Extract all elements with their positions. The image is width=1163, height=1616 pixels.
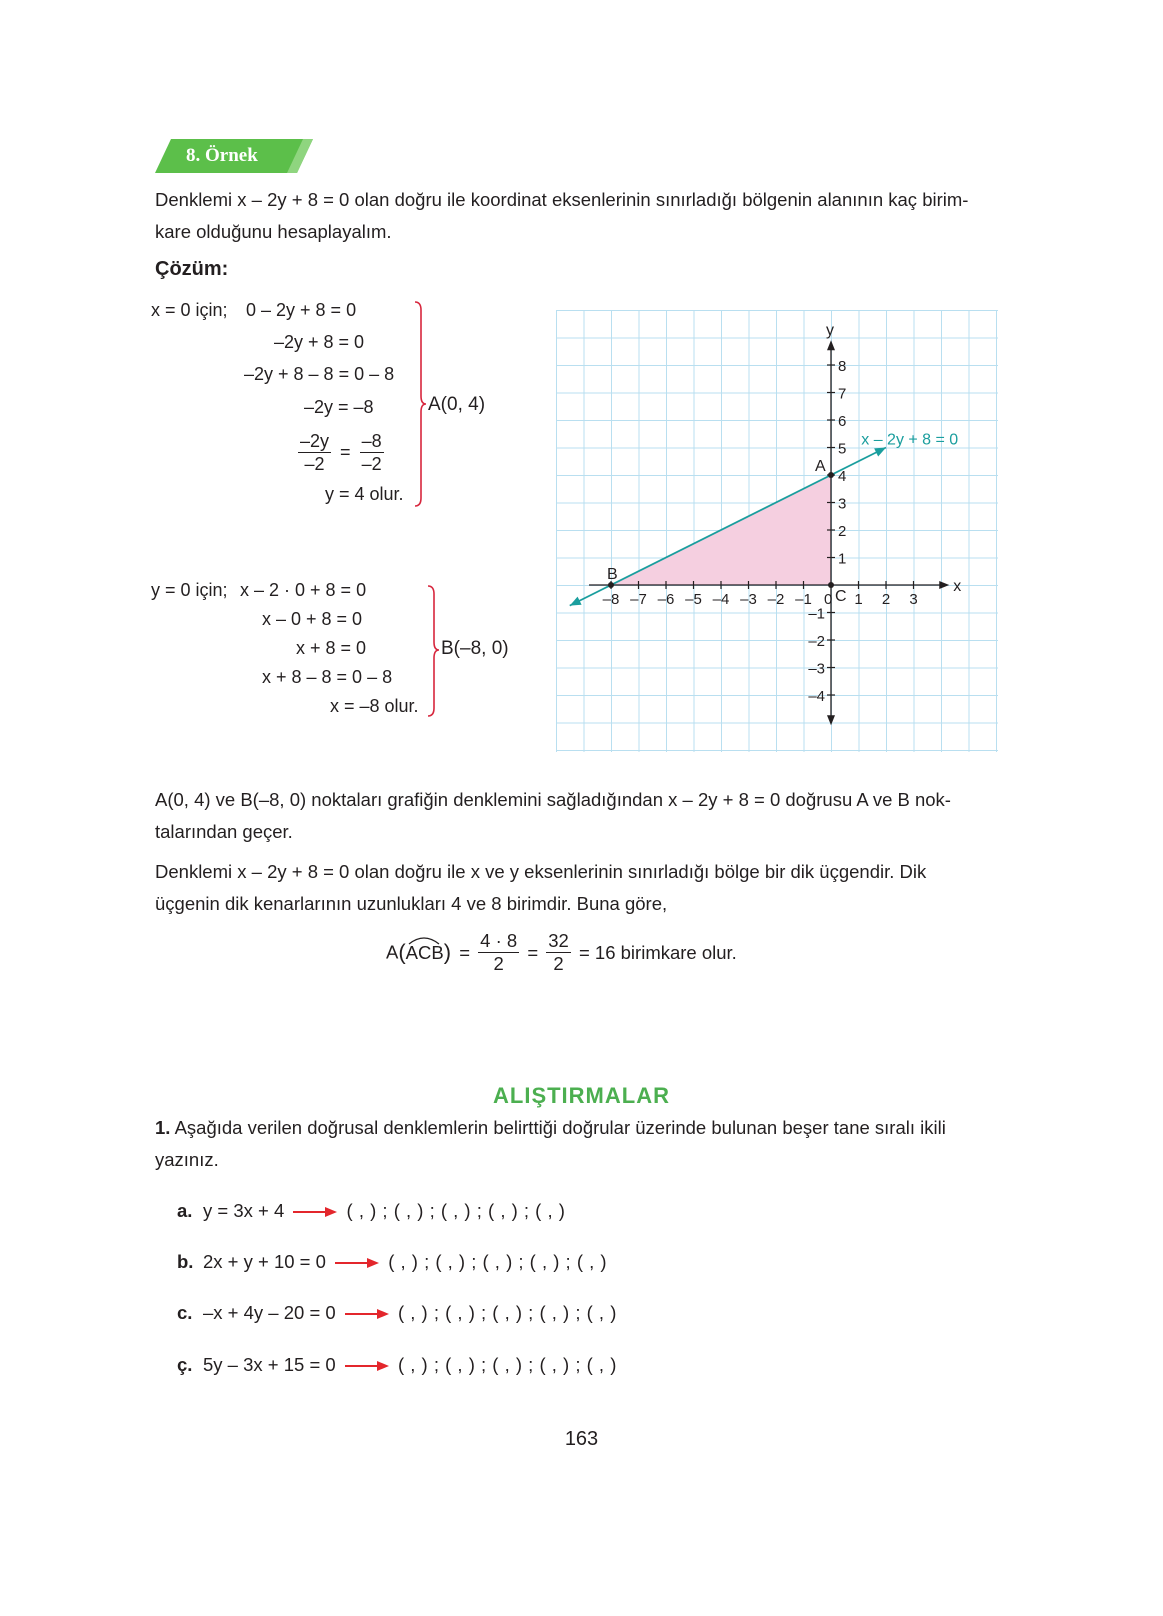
point-c [828,582,834,588]
point-label-c: C [835,588,847,605]
red-arrow-icon [345,1308,389,1320]
area-fraction-2: $\frac{32}{2}$ [548,930,569,974]
y-tick-label: 1 [838,550,847,568]
exercise-item [177,1302,617,1324]
exercise-item [177,1354,617,1376]
red-arrow-icon [335,1257,379,1269]
page-number: 163 [564,1428,599,1450]
item-equation: –x + 4y – 20 = 0 [203,1302,336,1323]
x-axis-label: x [953,578,962,595]
paragraph-points [155,784,1035,848]
question-text-line-1: Aşağıda verilen doğrusal denklemlerin belirttiği doğrular üzerinde bulunan beşer tane sıralı ikili [174,1117,946,1138]
example-intro [155,184,1035,248]
block2-line: x – 2 · 0 + 8 = 0 [240,580,367,600]
item-equation: 2x + y + 10 = 0 [203,1251,326,1272]
y-tick-label: –2 [808,633,825,650]
block2-line: x + 8 = 0 [296,638,367,658]
arc-hat-icon [408,935,440,945]
area-fraction-1: $\frac{4 \cdot 8}{2}$ [480,930,518,974]
solution-heading: Çözüm: [155,258,229,280]
block1-lead: x = 0 için; [151,300,228,320]
y-axis-arrow [827,340,835,350]
red-arrow-icon [293,1206,337,1218]
question-number: 1. [155,1117,171,1138]
block1-line: 0 – 2y + 8 = 0 [246,300,357,320]
example-title: 8. Örnek [186,145,258,166]
x-tick-label: 2 [881,591,891,608]
x-tick-label: –6 [657,591,675,608]
block2-lead: y = 0 için; [151,580,228,600]
y-tick-label: 5 [838,440,847,458]
item-label: ç. [177,1354,193,1375]
x-tick-label: –4 [712,591,730,608]
item-label: a. [177,1200,193,1221]
point-a [828,472,834,478]
exercises-title: ALIŞTIRMALAR [493,1083,670,1108]
point-label-a: A [815,458,826,475]
y-tick-label: 2 [838,523,847,540]
item-equation: y = 3x + 4 [203,1200,285,1221]
block1-brace [413,300,427,510]
x-tick-label: 0 [824,591,833,608]
answer-blanks[interactable]: ( , ) ; ( , ) ; ( , ) ; ( , ) ; ( , ) [397,1302,617,1323]
block2-line: x + 8 – 8 = 0 – 8 [262,667,393,687]
x-tick-label: –2 [767,591,785,608]
y-axis-label: y [826,321,834,339]
intro-line-1: Denklemi x – 2y + 8 = 0 olan doğru ile koordinat eksenlerinin sınırladığı bölgenin alanının kaç birim- [155,189,969,210]
coordinate-graph [556,310,998,752]
y-axis-arrow-down [827,715,835,725]
block1-line: –2y + 8 = 0 [274,332,365,352]
y-tick-label: 7 [838,385,847,403]
y-tick-label: –4 [808,688,825,705]
x-tick-label: 3 [909,591,918,608]
point-b-result: B(–8, 0) [441,638,509,659]
y-tick-label: 6 [838,413,847,430]
y-tick-label: –1 [808,605,825,623]
x-tick-label: –8 [602,591,620,608]
red-arrow-icon [345,1360,389,1372]
paragraph-points-line-2: talarından geçer. [155,821,293,842]
exercise-item [177,1251,607,1273]
intro-line-2: kare olduğunu hesaplayalım. [155,221,392,242]
paragraph-triangle [155,856,1035,920]
x-tick-label: 1 [854,591,863,608]
y-tick-label: –3 [808,660,825,678]
area-formula: A( ACB) = $\frac{4 \cdot 8}{2}$ = $\frac{32}{2}$ = 16 birimkare olur. [386,930,737,974]
paragraph-triangle-line-2: üçgenin dik kenarlarının uzunlukları 4 ve 8 birimdir. Buna göre, [155,893,668,914]
y-tick-label: 4 [838,468,847,485]
exercise-item [177,1200,565,1222]
equation-label: x – 2y + 8 = 0 [861,431,959,449]
block1-line: –2y + 8 – 8 = 0 – 8 [244,364,395,384]
area-triangle-name: ACB [406,942,444,964]
paragraph-points-line-1: A(0, 4) ve B(–8, 0) noktaları grafiğin denklemini sağladığından x – 2y + 8 = 0 doğrusu A ve B nok- [155,789,951,810]
y-tick-label: 3 [838,495,847,513]
item-label: c. [177,1302,193,1323]
fraction-right: $\frac{-8}{-2}$ [361,431,382,474]
x-tick-label: –1 [795,591,812,608]
fraction-left: $\frac{-2y}{-2}$ [300,431,330,474]
block2-line: x = –8 olur. [330,696,419,716]
block1-last: y = 4 olur. [325,484,404,504]
answer-blanks[interactable]: ( , ) ; ( , ) ; ( , ) ; ( , ) ; ( , ) [346,1200,566,1221]
x-axis-arrow [939,581,949,589]
point-a-result: A(0, 4) [428,394,486,415]
exercise-question [155,1112,1035,1176]
x-tick-label: –3 [740,591,757,608]
item-equation: 5y – 3x + 15 = 0 [203,1354,336,1375]
area-prefix: A [386,941,399,963]
y-tick-label: 8 [838,358,847,375]
paragraph-triangle-line-1: Denklemi x – 2y + 8 = 0 olan doğru ile x ve y eksenlerinin sınırladığı bölge bir dik üçgendir. Dik [155,861,927,882]
block1-fraction-equation: $\frac{-2y}{-2}$ = $\frac{-8}{-2}$ [300,431,382,474]
point-label-b: B [607,566,618,583]
block1-line: –2y = –8 [304,397,374,417]
item-label: b. [177,1251,194,1272]
answer-blanks[interactable]: ( , ) ; ( , ) ; ( , ) ; ( , ) ; ( , ) [397,1354,617,1375]
answer-blanks[interactable]: ( , ) ; ( , ) ; ( , ) ; ( , ) ; ( , ) [388,1251,608,1272]
block2-line: x – 0 + 8 = 0 [262,609,363,629]
question-text-line-2: yazınız. [155,1149,219,1170]
x-tick-label: –5 [685,591,702,608]
x-tick-label: –7 [630,591,647,608]
block2-brace [426,584,440,719]
